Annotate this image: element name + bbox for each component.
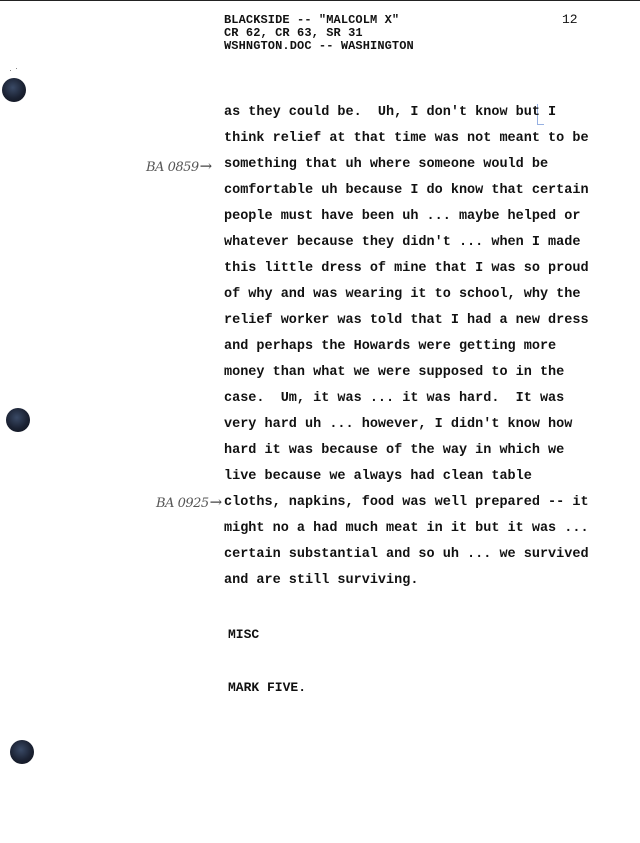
transcript-line: think relief at that time was not meant to be bbox=[224, 131, 589, 146]
transcript-line: live because we always had clean table bbox=[224, 469, 532, 484]
scan-edge bbox=[0, 0, 640, 1]
timecode-annotation-1 bbox=[146, 157, 212, 175]
transcript-line: as they could be. Uh, I don't know but I bbox=[224, 105, 557, 120]
arrow-icon: → bbox=[209, 493, 223, 511]
transcript-line: certain substantial and so uh ... we survived bbox=[224, 547, 589, 562]
section-misc: MISC bbox=[228, 627, 260, 642]
header-title: BLACKSIDE -- "MALCOLM X" bbox=[224, 13, 400, 27]
transcript-line: comfortable uh because I do know that certain bbox=[224, 183, 589, 198]
arrow-icon: → bbox=[199, 157, 213, 175]
binder-hole-top bbox=[2, 78, 26, 102]
header-file: WSHNGTON.DOC -- WASHINGTON bbox=[224, 39, 414, 53]
binder-hole-bottom bbox=[10, 740, 34, 764]
transcript-line: something that uh where someone would be bbox=[224, 157, 549, 172]
transcript-line: money than what we were supposed to in the bbox=[224, 365, 565, 380]
transcript-line: might no a had much meat in it but it was ... bbox=[224, 521, 589, 536]
header-reels: CR 62, CR 63, SR 31 bbox=[224, 26, 363, 40]
scan-speck bbox=[16, 68, 17, 69]
transcript-line: of why and was wearing it to school, why the bbox=[224, 287, 581, 302]
scan-speck bbox=[10, 70, 11, 71]
timecode-text: BA 0925 bbox=[156, 496, 209, 511]
transcript-line: case. Um, it was ... it was hard. It was bbox=[224, 391, 565, 406]
transcript-line: and are still surviving. bbox=[224, 573, 419, 588]
page-number: 12 bbox=[562, 12, 578, 27]
transcript-line: this little dress of mine that I was so proud bbox=[224, 261, 589, 276]
binder-hole-middle bbox=[6, 408, 30, 432]
transcript-line: relief worker was told that I had a new dress bbox=[224, 313, 589, 328]
transcript-line: hard it was because of the way in which we bbox=[224, 443, 565, 458]
timecode-annotation-2 bbox=[156, 493, 222, 511]
document-header bbox=[224, 14, 414, 53]
transcript-line: cloths, napkins, food was well prepared -- it bbox=[224, 495, 589, 510]
transcript-line: whatever because they didn't ... when I made bbox=[224, 235, 581, 250]
transcript-line: people must have been uh ... maybe helped or bbox=[224, 209, 581, 224]
timecode-text: BA 0859 bbox=[146, 160, 199, 175]
transcript-line: and perhaps the Howards were getting more bbox=[224, 339, 557, 354]
section-mark: MARK FIVE. bbox=[228, 680, 307, 695]
transcript-line: very hard uh ... however, I didn't know how bbox=[224, 417, 573, 432]
